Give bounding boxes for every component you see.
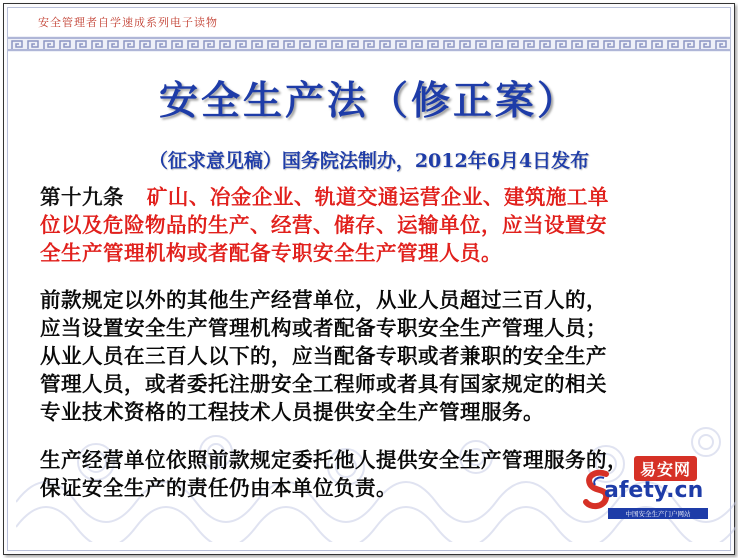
greek-key-border-decoration [8, 36, 730, 52]
logo-chinese-name: 易安网 [634, 456, 697, 481]
article-nineteen [40, 183, 700, 267]
paragraph-three-line: 保证安全生产的责任仍由本单位负责。 [40, 476, 397, 500]
slide-title: 安全生产法（修正案） [158, 79, 579, 124]
article-line-1-text: 矿山、冶金企业、轨道交通运营企业、建筑施工单 [146, 185, 609, 209]
paragraph-three-line: 生产经营单位依照前款规定委托他人提供安全生产管理服务的， [40, 448, 628, 472]
article-line-1 [40, 183, 700, 211]
series-header: 安全管理者自学速成系列电子读物 [38, 16, 218, 29]
article-number: 第十九条 [40, 185, 124, 209]
paragraph-two-line: 管理人员，或者委托注册安全工程师或者具有国家规定的相关 [40, 372, 607, 396]
article-line-2: 位以及危险物品的生产、经营、储存、运输单位，应当设置安 [40, 213, 607, 237]
paragraph-two-line: 应当设置安全生产管理机构或者配备专职安全生产管理人员； [40, 316, 607, 340]
site-logo [582, 456, 708, 524]
paragraph-two-line: 专业技术资格的工程技术人员提供安全生产管理服务。 [40, 400, 544, 424]
paragraph-two-line: 前款规定以外的其他生产经营单位，从业人员超过三百人的， [40, 288, 607, 312]
slide-subtitle: （征求意见稿）国务院法制办，2012年6月4日发布 [148, 150, 590, 172]
logo-domain: afety.cn [604, 478, 704, 503]
paragraph-two-line: 从业人员在三百人以下的，应当配备专职或者兼职的安全生产 [40, 344, 607, 368]
paragraph-two [40, 286, 700, 426]
logo-tagline: 中国安全生产门户网站 [608, 508, 708, 519]
article-line-3: 全生产管理机构或者配备专职安全生产管理人员。 [40, 241, 502, 265]
